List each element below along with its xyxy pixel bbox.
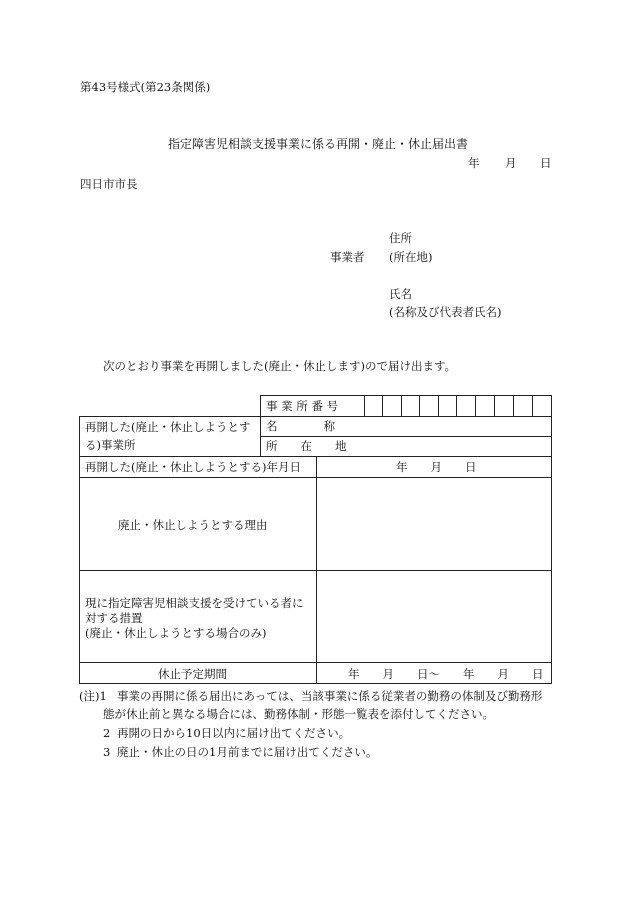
- note-3: 廃止・休止の日の1月前までに届け出てください。: [117, 745, 378, 759]
- intro-text: 次のとおり事業を再開しました(廃止・休止します)ので届け出ます。: [103, 359, 457, 373]
- date-year-label: 年: [468, 156, 480, 170]
- office-location-label: 所 在 地: [266, 439, 347, 453]
- document-title: 指定障害児相談支援事業に係る再開・廃止・休止届出書: [168, 137, 469, 151]
- date-day-label: 日: [540, 156, 552, 170]
- applicant-label: 事業者: [330, 250, 365, 264]
- effective-date-label: 再開した(廃止・休止しようとする)年月日: [85, 460, 301, 474]
- effective-date-value[interactable]: 年 月 日: [396, 460, 477, 474]
- office-label-line2: る)事業所: [85, 438, 136, 452]
- measures-label-line1: 現に指定障害児相談支援を受けている者に: [85, 596, 304, 610]
- note-3-number: 3: [103, 745, 111, 759]
- address-label: 住所: [389, 231, 412, 245]
- suspension-period-label: 休止予定期間: [158, 667, 227, 681]
- measures-input[interactable]: [317, 571, 551, 662]
- note-1-line1: 事業の再開に係る届出にあっては、当該事業に係る従業者の勤務の体制及び勤務形: [117, 689, 543, 703]
- reason-input[interactable]: [317, 478, 551, 570]
- addressee: 四日市市長: [80, 177, 138, 191]
- note-2: 再開の日から10日以内に届け出てください。: [117, 726, 351, 740]
- office-name-input[interactable]: [365, 417, 551, 436]
- note-1-line2: 態が休止前と異なる場合には、勤務体制・形態一覧表を添付してください。: [103, 707, 494, 721]
- office-label-line1: 再開した(廃止・休止しようとす: [85, 420, 251, 434]
- office-number-input[interactable]: [364, 396, 551, 416]
- form-number: 第43号様式(第23条関係): [80, 80, 211, 94]
- suspension-period-value[interactable]: 年 月 日〜 年 月 日: [348, 667, 544, 681]
- address-sub-label: (所在地): [389, 250, 433, 264]
- reason-label: 廃止・休止しようとする理由: [118, 518, 268, 532]
- office-location-input[interactable]: [365, 437, 551, 456]
- notes-prefix: (注)1: [79, 689, 107, 703]
- office-number-label: 事 業 所 番 号: [266, 399, 339, 413]
- note-2-number: 2: [103, 726, 111, 740]
- measures-label-line3: (廃止・休止しようとする場合のみ): [85, 626, 267, 640]
- name-sub-label: (名称及び代表者氏名): [389, 305, 502, 319]
- measures-label-line2: 対する措置: [85, 611, 143, 625]
- office-name-label: 名 称: [266, 419, 335, 433]
- name-label: 氏名: [389, 287, 412, 301]
- date-month-label: 月: [505, 156, 517, 170]
